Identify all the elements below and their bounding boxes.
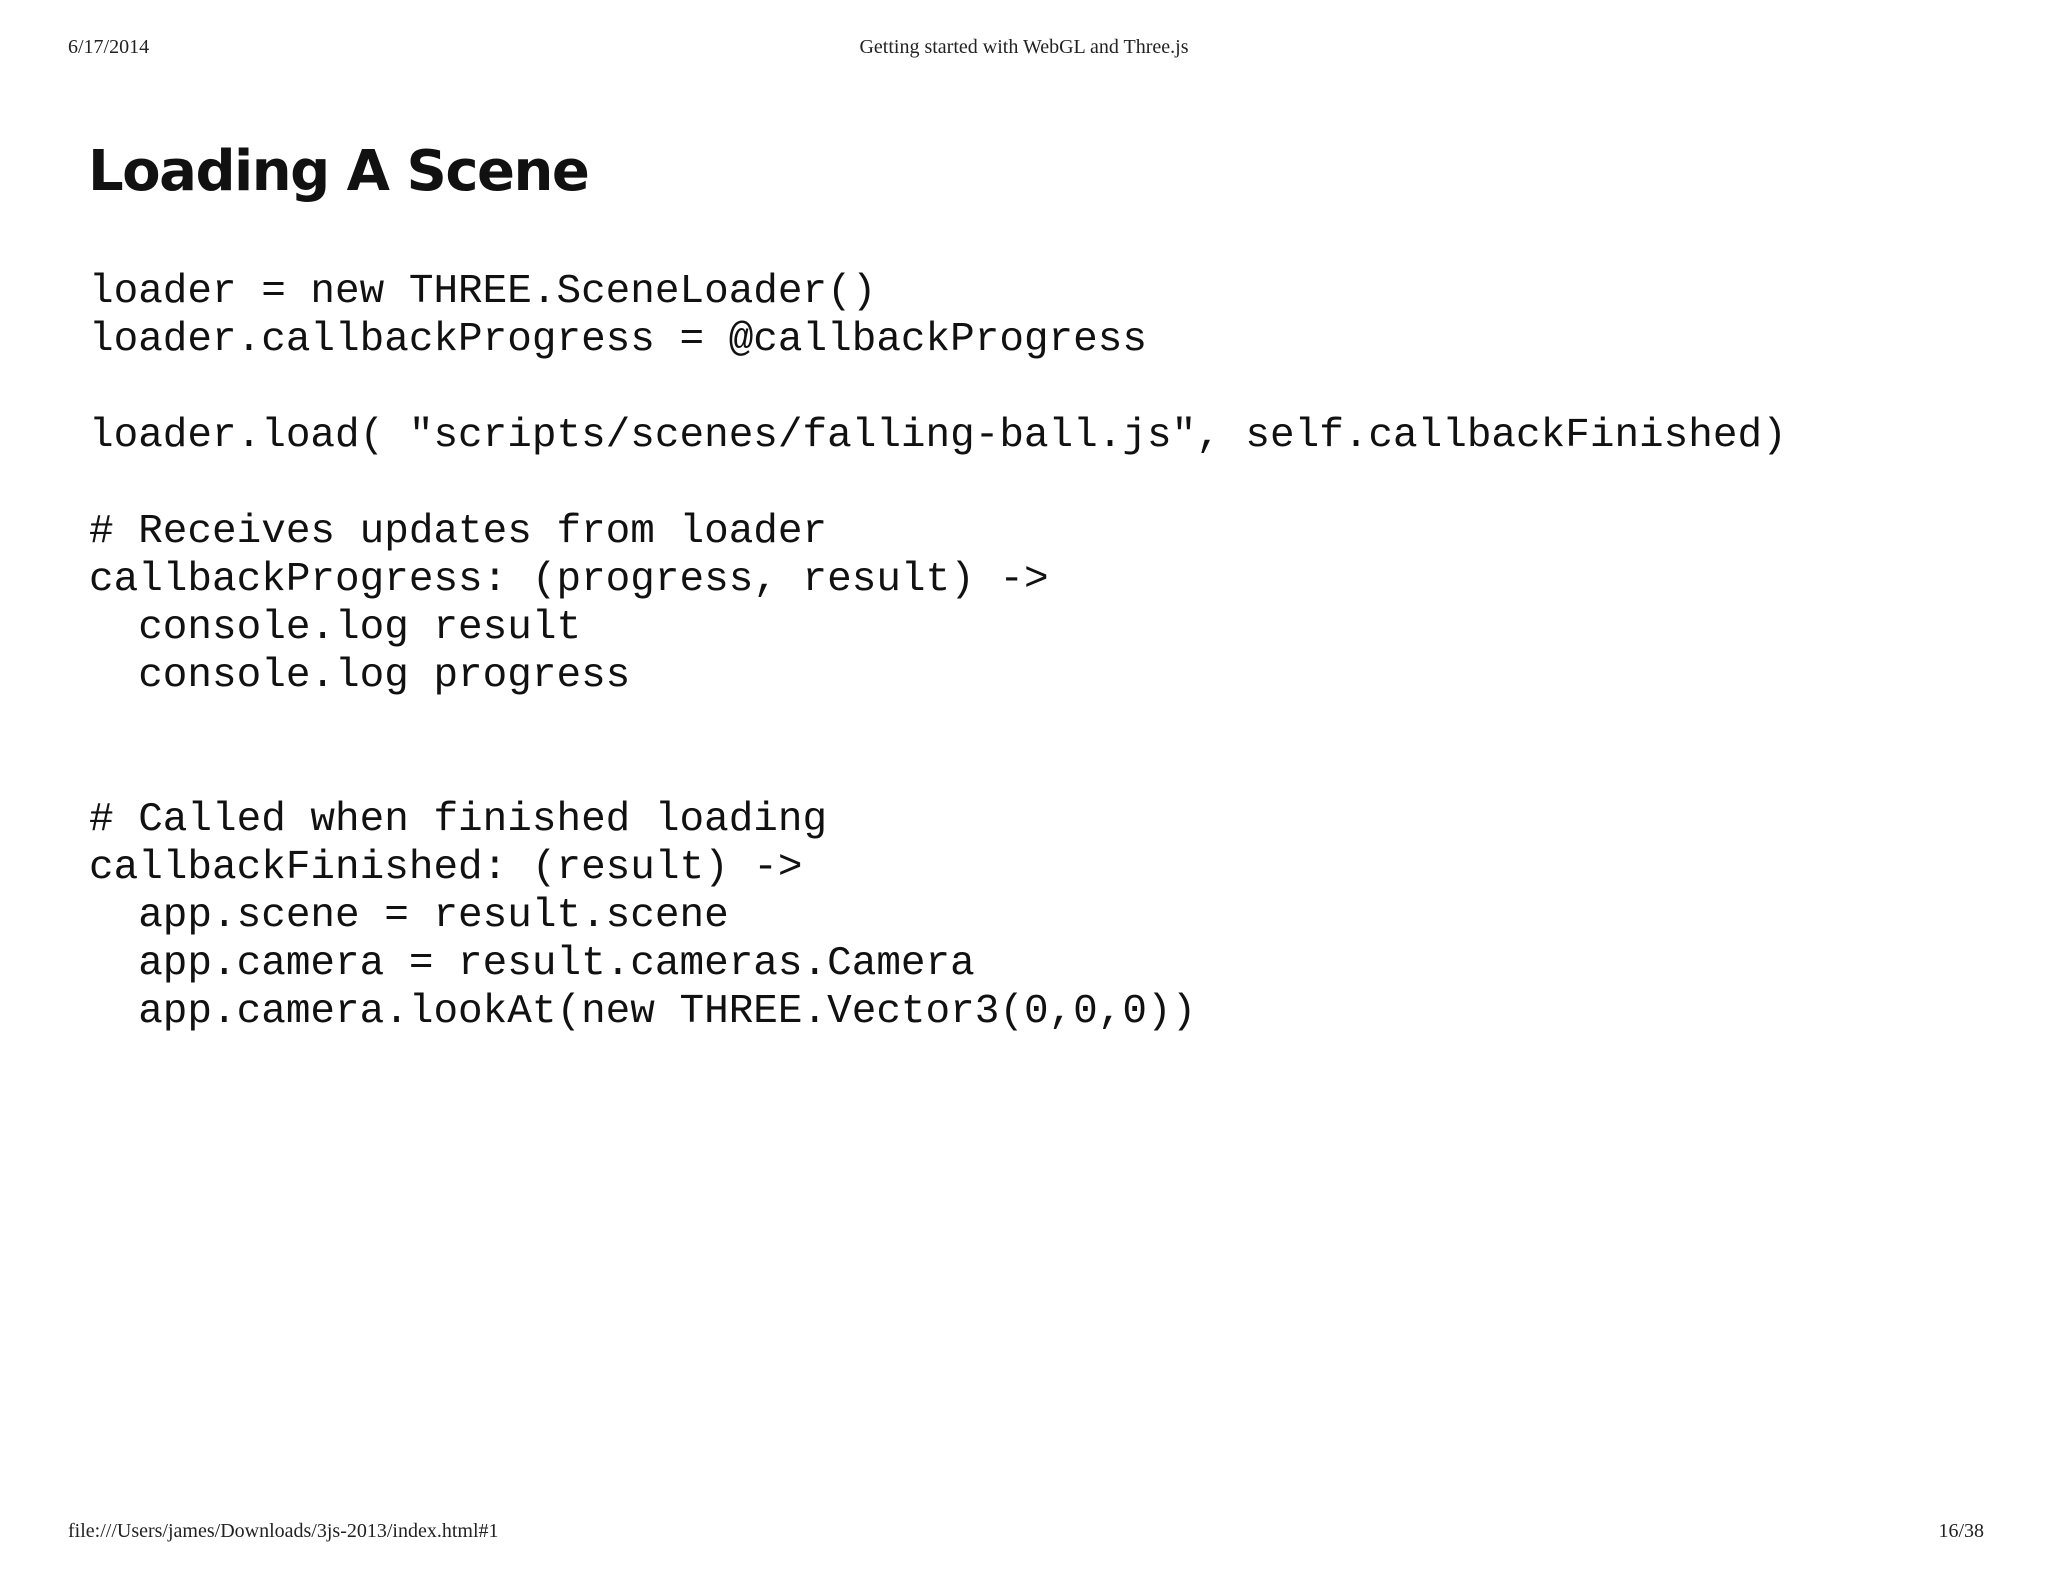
code-line: app.scene = result.scene [89,893,729,939]
code-line: app.camera = result.cameras.Camera [89,941,975,987]
code-line [89,460,1787,508]
code-line [89,364,1787,412]
code-line: console.log result [89,605,582,651]
code-line: loader.load( "scripts/scenes/falling-ball.js", self.callbackFinished) [89,413,1787,459]
print-url: file:///Users/james/Downloads/3js-2013/index.html#1 [68,1520,499,1542]
slide-title: Loading A Scene [88,139,589,204]
print-header [0,36,2048,76]
code-line: # Receives updates from loader [89,509,828,555]
code-line: callbackProgress: (progress, result) -> [89,557,1049,603]
code-line: app.camera.lookAt(new THREE.Vector3(0,0,0)) [89,989,1197,1035]
print-page-number: 16/38 [1938,1520,1984,1542]
code-line [89,748,1787,796]
code-line: console.log progress [89,653,631,699]
code-line: callbackFinished: (result) -> [89,845,803,891]
print-page-title: Getting started with WebGL and Three.js [859,36,1189,58]
code-line: loader.callbackProgress = @callbackProgress [89,317,1147,363]
code-line: loader = new THREE.SceneLoader() [89,269,877,315]
print-date: 6/17/2014 [68,36,150,58]
code-line [89,700,1787,748]
code-line: # Called when finished loading [89,797,828,843]
code-block [89,268,1787,1036]
print-footer [0,1520,2048,1560]
